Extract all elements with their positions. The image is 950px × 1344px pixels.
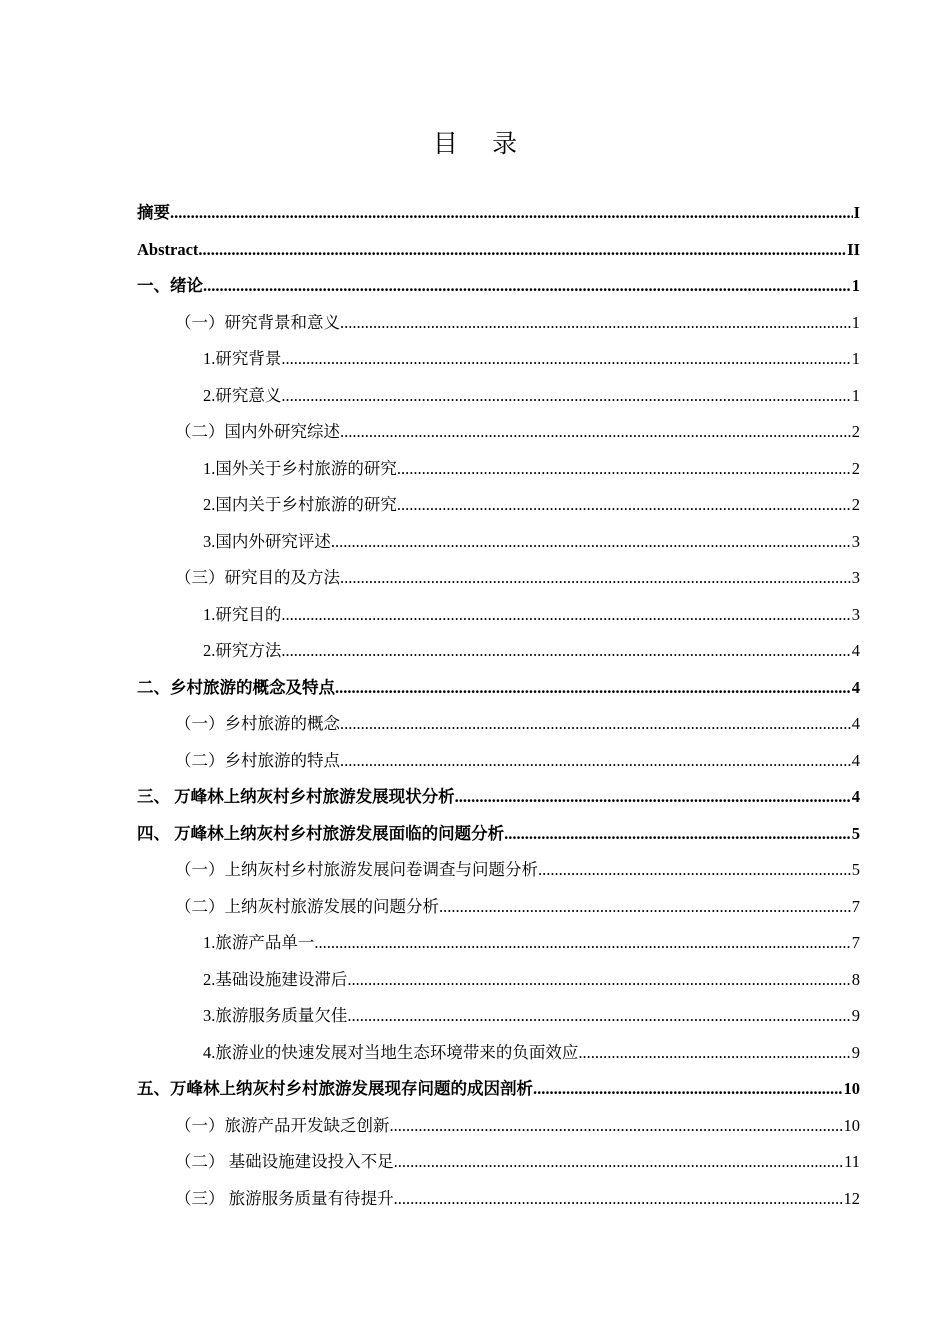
toc-entry[interactable] (137, 852, 860, 889)
toc-entry-page: 2 (851, 458, 860, 478)
toc-entry-label: 四、 万峰林上纳灰村乡村旅游发展面临的问题分析 (137, 823, 505, 843)
dot-leader (340, 560, 851, 597)
dot-leader (504, 816, 851, 853)
toc-entry[interactable] (137, 451, 860, 488)
toc-entry[interactable] (137, 1071, 860, 1108)
dot-leader (455, 779, 851, 816)
dot-leader (340, 706, 851, 743)
toc-entry-page: 1 (851, 349, 860, 368)
toc-entry-page: 7 (851, 933, 860, 952)
toc-entry-page: 10 (843, 1079, 860, 1098)
toc-entry-label: （二）国内外研究综述 (175, 422, 340, 441)
toc-entry-page: 1 (851, 385, 860, 405)
toc-entry-label: 2.研究方法 (203, 641, 282, 660)
dot-leader (538, 852, 851, 889)
toc-entry-page: II (847, 239, 860, 259)
toc-entry-page: 3 (851, 568, 860, 587)
toc-entry-label: 3.国内外研究评述 (203, 531, 331, 551)
toc-entry-page: 4 (851, 750, 860, 770)
toc-entry-page: 11 (844, 1152, 860, 1171)
dot-leader (340, 743, 851, 780)
toc-entry[interactable] (137, 998, 860, 1035)
toc-entry-label: （三）研究目的及方法 (175, 568, 340, 587)
toc-entry-label: 1.旅游产品单一 (203, 933, 315, 952)
toc-entry-page: 4 (851, 677, 860, 697)
toc-entry-page: 8 (851, 969, 860, 989)
toc-entry-label: 1.研究背景 (203, 349, 282, 368)
dot-leader (198, 232, 846, 269)
dot-leader (331, 524, 851, 561)
toc-entry-page: I (853, 203, 860, 222)
toc-entry-page: 1 (851, 276, 860, 295)
toc-entry-page: 5 (851, 860, 860, 879)
toc-entry-label: （三） 旅游服务质量有待提升 (175, 1188, 394, 1208)
toc-entry-label: 2.基础设施建设滞后 (203, 969, 348, 989)
toc-entry-label: 2.研究意义 (203, 385, 282, 405)
toc-entry-label: 五、万峰林上纳灰村乡村旅游发展现存问题的成因剖析 (137, 1079, 533, 1098)
dot-leader (347, 998, 850, 1035)
toc-entry-label: 三、 万峰林上纳灰村乡村旅游发展现状分析 (137, 787, 455, 806)
toc-entry-label: 摘要 (137, 203, 170, 222)
dot-leader (533, 1071, 843, 1108)
toc-entry[interactable] (137, 925, 860, 962)
dot-leader (170, 195, 853, 232)
toc-entry-page: 10 (843, 1115, 860, 1135)
toc-entry-label: 4.旅游业的快速发展对当地生态环境带来的负面效应 (203, 1042, 579, 1062)
toc-entry[interactable] (137, 743, 860, 780)
dot-leader (340, 414, 851, 451)
dot-leader (397, 451, 851, 488)
toc-entry[interactable] (137, 670, 860, 707)
dot-leader (394, 1181, 843, 1218)
toc-entry[interactable] (137, 305, 860, 342)
dot-leader (340, 305, 851, 342)
toc-entry-page: 12 (843, 1188, 860, 1208)
dot-leader (203, 268, 851, 305)
dot-leader (347, 962, 850, 999)
toc-entry-label: （一）旅游产品开发缺乏创新 (175, 1115, 390, 1135)
toc-entry-label: 3.旅游服务质量欠佳 (203, 1006, 348, 1025)
toc-entry-page: 1 (851, 312, 860, 332)
toc-entry[interactable] (137, 378, 860, 415)
toc-entry-page: 4 (851, 787, 860, 806)
toc-entry-page: 4 (851, 641, 860, 660)
dot-leader (578, 1035, 850, 1072)
toc-entry[interactable] (137, 1035, 860, 1072)
toc-entry-label: （一）乡村旅游的概念 (175, 714, 340, 733)
toc-entry[interactable] (137, 962, 860, 999)
toc-entry-page: 5 (851, 823, 860, 843)
toc-entry[interactable] (137, 414, 860, 451)
toc-entry-page: 2 (851, 422, 860, 441)
toc-entry[interactable] (137, 268, 860, 305)
toc-entry-page: 9 (851, 1042, 860, 1062)
toc-entry-page: 4 (851, 714, 860, 733)
toc-entry[interactable] (137, 706, 860, 743)
dot-leader (281, 633, 850, 670)
toc-entry[interactable] (137, 633, 860, 670)
page-title: 目 录 (432, 131, 532, 158)
toc-entry-label: （一）上纳灰村乡村旅游发展问卷调查与问题分析 (175, 860, 538, 879)
toc-entry-page: 7 (851, 896, 860, 916)
dot-leader (390, 1108, 843, 1145)
toc-entry-label: （二）乡村旅游的特点 (175, 750, 340, 770)
dot-leader (439, 889, 851, 926)
toc-entry[interactable] (137, 487, 860, 524)
toc-entry[interactable] (137, 524, 860, 561)
toc-entry[interactable] (137, 560, 860, 597)
toc-entry[interactable] (137, 816, 860, 853)
toc-entry[interactable] (137, 889, 860, 926)
table-of-contents (137, 195, 860, 1217)
toc-entry[interactable] (137, 341, 860, 378)
toc-entry-page: 2 (851, 495, 860, 514)
dot-leader (335, 670, 851, 707)
toc-entry-label: 1.国外关于乡村旅游的研究 (203, 458, 397, 478)
toc-entry[interactable] (137, 232, 860, 269)
toc-entry-page: 3 (851, 604, 860, 624)
dot-leader (394, 1144, 843, 1181)
dot-leader (314, 925, 850, 962)
toc-entry-label: 二、乡村旅游的概念及特点 (137, 677, 335, 697)
toc-entry[interactable] (137, 195, 860, 232)
toc-entry-label: 2.国内关于乡村旅游的研究 (203, 495, 397, 514)
toc-entry-page: 3 (851, 531, 860, 551)
toc-entry[interactable] (137, 1108, 860, 1145)
toc-entry-page: 9 (851, 1006, 860, 1025)
toc-entry-label: Abstract (137, 239, 199, 259)
dot-leader (281, 378, 850, 415)
toc-entry-label: （一）研究背景和意义 (175, 312, 340, 332)
toc-entry[interactable] (137, 1144, 860, 1181)
toc-entry[interactable] (137, 597, 860, 634)
dot-leader (281, 597, 850, 634)
dot-leader (397, 487, 851, 524)
toc-entry-label: （二） 基础设施建设投入不足 (175, 1152, 394, 1171)
toc-entry-label: 1.研究目的 (203, 604, 282, 624)
toc-entry-label: （二）上纳灰村旅游发展的问题分析 (175, 896, 439, 916)
toc-entry-label: 一、绪论 (137, 276, 203, 295)
toc-entry[interactable] (137, 779, 860, 816)
toc-entry[interactable] (137, 1181, 860, 1218)
dot-leader (281, 341, 850, 378)
